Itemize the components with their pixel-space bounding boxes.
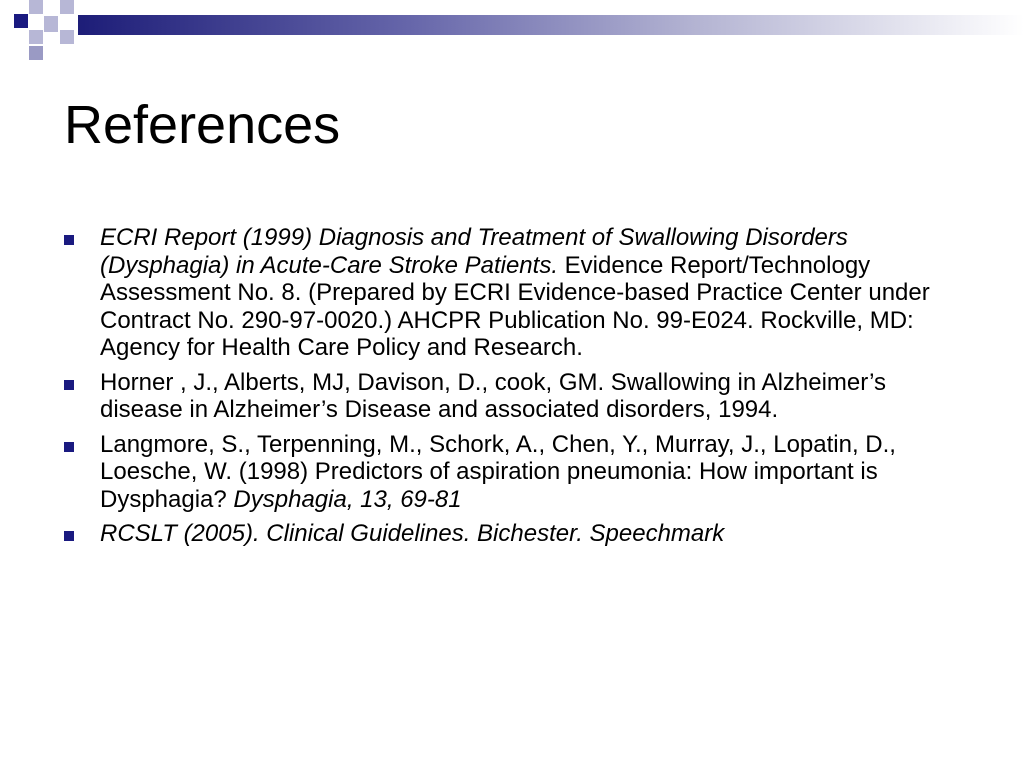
deco-square — [14, 14, 28, 28]
reference-text: Langmore, S., Terpenning, M., Schork, A., Chen, Y., Murray, J., Lopatin, D., Loesche, W. (1998) Predictors of aspiration pneumonia: How important is Dysphagia? — [100, 430, 896, 513]
deco-square — [60, 0, 74, 14]
reference-italic-text: Dysphagia, 13, 69-81 — [233, 485, 462, 513]
deco-square — [29, 46, 43, 60]
square-bullet-icon — [64, 442, 74, 452]
reference-italic-text: ECRI Report (1999) Diagnosis and Treatment of Swallowing Disorders (Dysphagia) in Acute-Care Stroke Patients. — [100, 224, 848, 279]
reference-italic-text: RCSLT (2005). Clinical Guidelines. Bichester. Speechmark — [100, 520, 725, 547]
page-title: References — [64, 95, 341, 155]
reference-text: Horner , J., Alberts, MJ, Davison, D., cook, GM. Swallowing in Alzheimer’s disease in Alzheimer’s Disease and associated disorders, 1994. — [100, 368, 887, 423]
square-bullet-icon — [64, 531, 74, 541]
reference-list — [62, 224, 972, 555]
header-band — [78, 15, 1024, 35]
reference-item — [62, 520, 972, 548]
square-bullet-icon — [64, 235, 74, 245]
reference-item — [62, 369, 972, 424]
deco-square — [44, 16, 58, 32]
deco-square — [29, 0, 43, 14]
deco-square — [60, 30, 74, 44]
square-bullet-icon — [64, 380, 74, 390]
reference-item — [62, 431, 972, 514]
reference-text: Evidence Report/Technology Assessment No. 8. (Prepared by ECRI Evidence-based Practice Center under Contract No. 290-97-0020.) AHCPR Publication No. 99-E024. Rockville, MD: Agency for Health Care Policy and Research. — [100, 251, 930, 361]
reference-item — [62, 224, 972, 362]
deco-square — [29, 30, 43, 44]
